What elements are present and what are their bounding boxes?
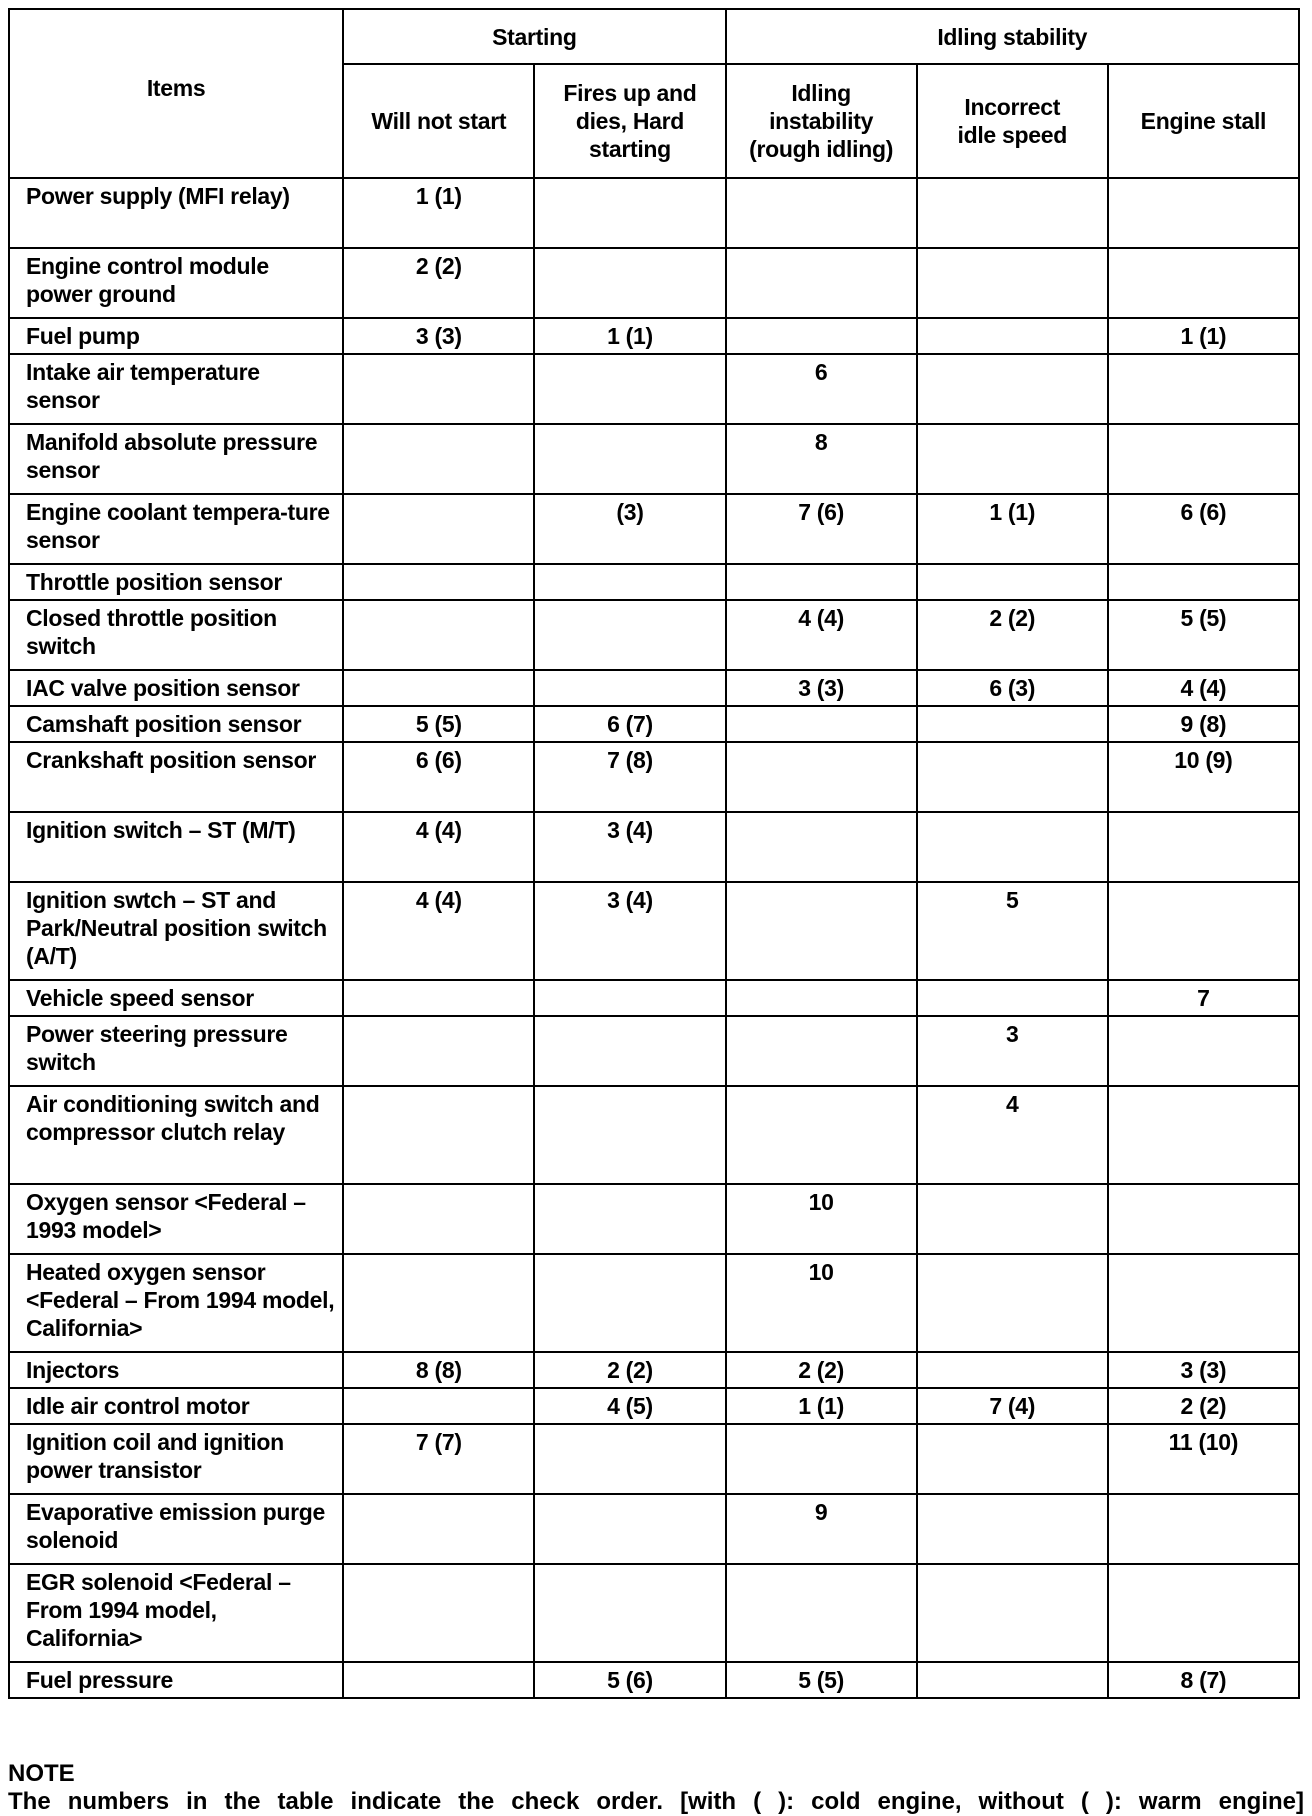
item-label: Injectors (9, 1352, 343, 1388)
cell-rough-idling (726, 318, 917, 354)
cell-rough-idling: 6 (726, 354, 917, 424)
cell-incorrect-idle-speed (917, 980, 1108, 1016)
cell-engine-stall (1108, 1016, 1299, 1086)
cell-hard-starting: 7 (8) (534, 742, 725, 812)
cell-rough-idling: 1 (1) (726, 1388, 917, 1424)
cell-hard-starting (534, 600, 725, 670)
item-label: Vehicle speed sensor (9, 980, 343, 1016)
cell-will-not-start (343, 980, 534, 1016)
cell-hard-starting (534, 424, 725, 494)
cell-incorrect-idle-speed: 3 (917, 1016, 1108, 1086)
item-label: Throttle position sensor (9, 564, 343, 600)
item-label: Intake air temperature sensor (9, 354, 343, 424)
item-label: Closed throttle position switch (9, 600, 343, 670)
cell-incorrect-idle-speed (917, 564, 1108, 600)
table-row (9, 424, 1299, 494)
cell-will-not-start (343, 670, 534, 706)
cell-incorrect-idle-speed (917, 424, 1108, 494)
cell-will-not-start (343, 1184, 534, 1254)
item-label: Heated oxygen sensor <Federal – From 1994 model, California> (9, 1254, 343, 1352)
table-row (9, 1424, 1299, 1494)
item-label: Oxygen sensor <Federal – 1993 model> (9, 1184, 343, 1254)
column-header-hard-starting: Fires up and dies, Hard starting (534, 64, 725, 178)
table-row (9, 670, 1299, 706)
cell-hard-starting: 5 (6) (534, 1662, 725, 1698)
table-row (9, 742, 1299, 812)
column-header-rough-idling: Idling instability (rough idling) (726, 64, 917, 178)
item-label: Fuel pressure (9, 1662, 343, 1698)
cell-will-not-start (343, 600, 534, 670)
table-row (9, 980, 1299, 1016)
cell-hard-starting: 6 (7) (534, 706, 725, 742)
cell-engine-stall (1108, 178, 1299, 248)
cell-engine-stall: 4 (4) (1108, 670, 1299, 706)
cell-rough-idling (726, 1086, 917, 1184)
table-row (9, 1662, 1299, 1698)
cell-will-not-start (343, 354, 534, 424)
item-label: Crankshaft position sensor (9, 742, 343, 812)
cell-incorrect-idle-speed (917, 1494, 1108, 1564)
cell-rough-idling: 8 (726, 424, 917, 494)
group-header-idling-stability: Idling stability (726, 9, 1299, 64)
cell-incorrect-idle-speed (917, 1254, 1108, 1352)
cell-will-not-start: 2 (2) (343, 248, 534, 318)
note-title: NOTE (8, 1760, 75, 1787)
column-header-will-not-start: Will not start (343, 64, 534, 178)
table-row (9, 1254, 1299, 1352)
cell-hard-starting (534, 1184, 725, 1254)
cell-hard-starting (534, 1564, 725, 1662)
table-row (9, 1494, 1299, 1564)
cell-engine-stall (1108, 1254, 1299, 1352)
item-label: Engine control module power ground (9, 248, 343, 318)
item-label: Ignition switch – ST (M/T) (9, 812, 343, 882)
cell-rough-idling (726, 882, 917, 980)
cell-hard-starting (534, 564, 725, 600)
cell-hard-starting: 1 (1) (534, 318, 725, 354)
column-header-engine-stall: Engine stall (1108, 64, 1299, 178)
cell-engine-stall: 7 (1108, 980, 1299, 1016)
cell-incorrect-idle-speed (917, 318, 1108, 354)
cell-engine-stall (1108, 354, 1299, 424)
cell-incorrect-idle-speed: 2 (2) (917, 600, 1108, 670)
cell-hard-starting: 3 (4) (534, 882, 725, 980)
cell-rough-idling (726, 1564, 917, 1662)
cell-engine-stall (1108, 1184, 1299, 1254)
cell-rough-idling: 9 (726, 1494, 917, 1564)
item-label: Power steering pressure switch (9, 1016, 343, 1086)
cell-incorrect-idle-speed (917, 248, 1108, 318)
cell-rough-idling (726, 742, 917, 812)
cell-will-not-start (343, 1086, 534, 1184)
cell-will-not-start (343, 424, 534, 494)
group-header-starting: Starting (343, 9, 725, 64)
cell-rough-idling: 10 (726, 1254, 917, 1352)
cell-hard-starting (534, 354, 725, 424)
cell-engine-stall (1108, 1494, 1299, 1564)
item-label: Engine coolant tempera-ture sensor (9, 494, 343, 564)
cell-incorrect-idle-speed (917, 1184, 1108, 1254)
cell-engine-stall (1108, 424, 1299, 494)
item-label: Power supply (MFI relay) (9, 178, 343, 248)
cell-hard-starting (534, 1016, 725, 1086)
cell-will-not-start (343, 494, 534, 564)
item-label: Evaporative emission purge solenoid (9, 1494, 343, 1564)
cell-will-not-start: 4 (4) (343, 882, 534, 980)
table-row (9, 1184, 1299, 1254)
item-label: Idle air control motor (9, 1388, 343, 1424)
cell-rough-idling: 10 (726, 1184, 917, 1254)
cell-will-not-start (343, 564, 534, 600)
table-row (9, 706, 1299, 742)
table-row (9, 248, 1299, 318)
cell-will-not-start (343, 1254, 534, 1352)
cell-rough-idling (726, 980, 917, 1016)
cell-hard-starting (534, 178, 725, 248)
table-row (9, 812, 1299, 882)
cell-hard-starting (534, 1494, 725, 1564)
item-label: Manifold absolute pressure sensor (9, 424, 343, 494)
cell-hard-starting (534, 1424, 725, 1494)
cell-engine-stall (1108, 564, 1299, 600)
cell-rough-idling (726, 706, 917, 742)
cell-will-not-start: 8 (8) (343, 1352, 534, 1388)
cell-incorrect-idle-speed (917, 1424, 1108, 1494)
cell-will-not-start: 7 (7) (343, 1424, 534, 1494)
cell-rough-idling (726, 564, 917, 600)
item-label: Air conditioning switch and compressor clutch relay (9, 1086, 343, 1184)
cell-will-not-start: 5 (5) (343, 706, 534, 742)
cell-incorrect-idle-speed (917, 1662, 1108, 1698)
cell-hard-starting (534, 980, 725, 1016)
cell-rough-idling (726, 1424, 917, 1494)
cell-rough-idling: 4 (4) (726, 600, 917, 670)
cell-hard-starting (534, 248, 725, 318)
table-row (9, 1352, 1299, 1388)
cell-rough-idling (726, 812, 917, 882)
table-row (9, 600, 1299, 670)
table-row (9, 318, 1299, 354)
cell-rough-idling: 7 (6) (726, 494, 917, 564)
item-label: Camshaft position sensor (9, 706, 343, 742)
cell-hard-starting: 3 (4) (534, 812, 725, 882)
cell-rough-idling: 5 (5) (726, 1662, 917, 1698)
note-text: The numbers in the table indicate the check order. [with ( ): cold engine, without ( ): warm engine] (8, 1788, 1304, 1815)
cell-incorrect-idle-speed (917, 706, 1108, 742)
cell-will-not-start (343, 1564, 534, 1662)
cell-incorrect-idle-speed (917, 742, 1108, 812)
item-label: Ignition coil and ignition power transistor (9, 1424, 343, 1494)
cell-incorrect-idle-speed (917, 178, 1108, 248)
cell-engine-stall: 9 (8) (1108, 706, 1299, 742)
table-row (9, 494, 1299, 564)
table-row (9, 564, 1299, 600)
cell-will-not-start: 6 (6) (343, 742, 534, 812)
cell-incorrect-idle-speed (917, 354, 1108, 424)
cell-rough-idling (726, 178, 917, 248)
cell-engine-stall (1108, 812, 1299, 882)
group-header-row (9, 9, 1299, 64)
cell-will-not-start (343, 1494, 534, 1564)
table-row (9, 1564, 1299, 1662)
cell-engine-stall: 6 (6) (1108, 494, 1299, 564)
cell-rough-idling (726, 1016, 917, 1086)
cell-incorrect-idle-speed (917, 812, 1108, 882)
table-row (9, 178, 1299, 248)
cell-engine-stall: 2 (2) (1108, 1388, 1299, 1424)
table-row (9, 882, 1299, 980)
items-header: Items (9, 9, 343, 178)
cell-engine-stall (1108, 248, 1299, 318)
cell-incorrect-idle-speed (917, 1352, 1108, 1388)
cell-engine-stall: 8 (7) (1108, 1662, 1299, 1698)
cell-engine-stall (1108, 1086, 1299, 1184)
cell-will-not-start (343, 1016, 534, 1086)
cell-rough-idling: 2 (2) (726, 1352, 917, 1388)
cell-hard-starting (534, 1254, 725, 1352)
cell-will-not-start: 3 (3) (343, 318, 534, 354)
column-header-incorrect-idle-speed: Incorrect idle speed (917, 64, 1108, 178)
cell-incorrect-idle-speed: 1 (1) (917, 494, 1108, 564)
cell-hard-starting: 4 (5) (534, 1388, 725, 1424)
table-row (9, 354, 1299, 424)
cell-will-not-start (343, 1662, 534, 1698)
cell-engine-stall: 1 (1) (1108, 318, 1299, 354)
cell-hard-starting: (3) (534, 494, 725, 564)
item-label: Ignition swtch – ST and Park/Neutral position switch (A/T) (9, 882, 343, 980)
cell-hard-starting (534, 670, 725, 706)
cell-engine-stall: 5 (5) (1108, 600, 1299, 670)
cell-incorrect-idle-speed: 6 (3) (917, 670, 1108, 706)
cell-hard-starting: 2 (2) (534, 1352, 725, 1388)
item-label: IAC valve position sensor (9, 670, 343, 706)
check-order-table (8, 8, 1300, 1699)
table-row (9, 1086, 1299, 1184)
cell-engine-stall: 3 (3) (1108, 1352, 1299, 1388)
table-row (9, 1016, 1299, 1086)
cell-will-not-start: 1 (1) (343, 178, 534, 248)
cell-incorrect-idle-speed: 4 (917, 1086, 1108, 1184)
cell-will-not-start (343, 1388, 534, 1424)
item-label: Fuel pump (9, 318, 343, 354)
cell-rough-idling (726, 248, 917, 318)
cell-rough-idling: 3 (3) (726, 670, 917, 706)
cell-engine-stall: 11 (10) (1108, 1424, 1299, 1494)
cell-incorrect-idle-speed: 5 (917, 882, 1108, 980)
cell-engine-stall: 10 (9) (1108, 742, 1299, 812)
cell-incorrect-idle-speed: 7 (4) (917, 1388, 1108, 1424)
cell-engine-stall (1108, 1564, 1299, 1662)
cell-will-not-start: 4 (4) (343, 812, 534, 882)
cell-engine-stall (1108, 882, 1299, 980)
cell-incorrect-idle-speed (917, 1564, 1108, 1662)
cell-hard-starting (534, 1086, 725, 1184)
table-row (9, 1388, 1299, 1424)
item-label: EGR solenoid <Federal – From 1994 model, California> (9, 1564, 343, 1662)
